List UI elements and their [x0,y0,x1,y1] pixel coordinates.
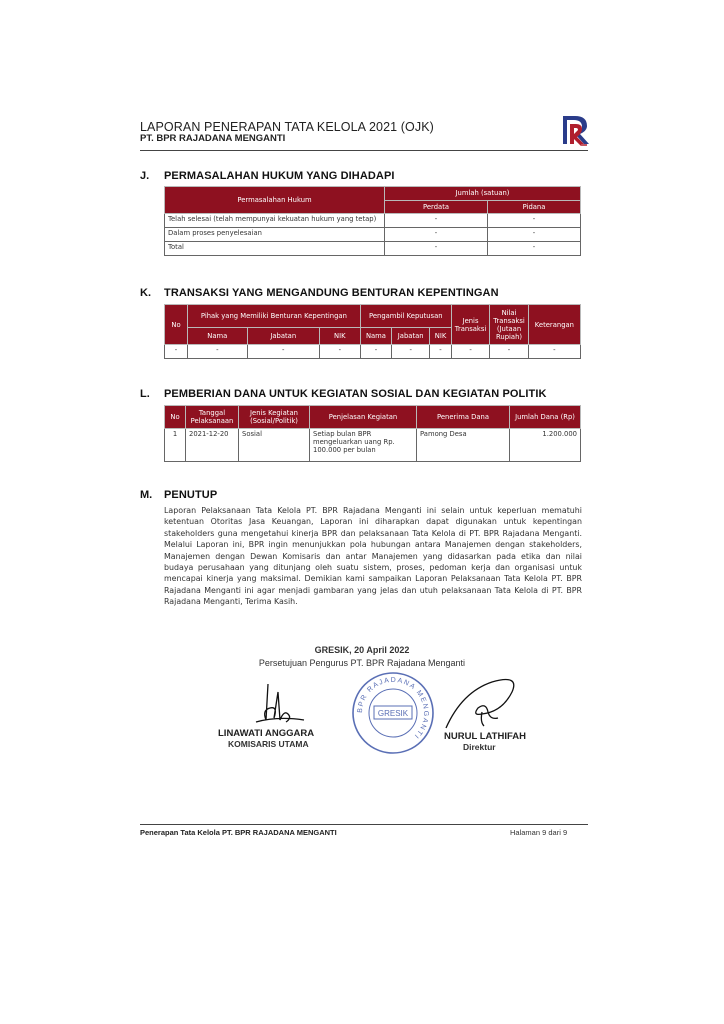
stamp-center-text: GRESIK [377,709,409,718]
signature-right [442,672,532,732]
table-row [165,429,581,462]
col-nama: Nama [360,328,391,345]
col-jabatan: Jabatan [392,328,430,345]
col-tanggal: Tanggal Pelaksanaan [186,406,239,429]
col-nik: NIK [430,328,452,345]
header-divider [140,150,588,151]
table-row [165,228,581,242]
cell: - [319,345,360,359]
row-label: Total [165,242,385,256]
col-group-pengambil: Pengambil Keputusan [360,305,451,328]
row-pidana: - [488,228,581,242]
table-row [165,242,581,256]
col-jabatan: Jabatan [247,328,319,345]
section-m-title: PENUTUP [164,489,218,501]
company-name: PT. BPR RAJADANA MENGANTI [140,133,286,144]
row-perdata: - [385,242,488,256]
col-jenis-transaksi: Jenis Transaksi [451,305,489,345]
col-jenis-kegiatan: Jenis Kegiatan (Sosial/Politik) [239,406,310,429]
section-l-title: PEMBERIAN DANA UNTUK KEGIATAN SOSIAL DAN KEGIATAN POLITIK [164,388,547,400]
section-j-letter: J. [140,170,150,182]
table-row [165,345,581,359]
approval-text: Persetujuan Pengurus PT. BPR Rajadana Menganti [258,658,466,668]
col-penerima: Penerima Dana [417,406,510,429]
cell: - [360,345,391,359]
row-label: Telah selesai (telah mempunyai kekuatan hukum yang tetap) [165,214,385,228]
col-nik: NIK [319,328,360,345]
signer-right-name: NURUL LATHIFAH [444,731,526,742]
cell: - [490,345,529,359]
page-number: Halaman 9 dari 9 [510,828,568,837]
row-pidana: - [488,242,581,256]
signature-left [248,680,308,730]
col-penjelasan: Penjelasan Kegiatan [310,406,417,429]
col-jumlah-dana: Jumlah Dana (Rp) [510,406,581,429]
section-j-title: PERMASALAHAN HUKUM YANG DIHADAPI [164,170,395,182]
closing-paragraph: Laporan Pelaksanaan Tata Kelola PT. BPR Rajadana Menganti ini selain untuk keperluan mematuhi ketentuan Otoritas Jasa Keuangan, Laporan ini diharapkan dapat digunakan untuk kepentingan stakeholders guna mengetahui kinerja BPR dan pelaksanaan Tata Kelola di PT. BPR Rajadana Menganti. Melalui Laporan ini, BPR ingin menunjukkan pola hubungan antara Manajemen dengan stakeholders, Manajemen dengan Dewan Komisaris dan antar Manajemen yang didasarkan pada etika dan nilai budaya perusahaan yang ditunjang oleh suatu sistem, proses, pedoman kerja dan organisasi untuk mencapai kinerja yang maksimal. Demikian kami sampaikan Laporan Pelaksanaan Tata Kelola PT. BPR Rajadana Menganti ini agar menjadi gambaran yang jelas dan utuh pelaksanaan Tata Kelola di PT. BPR Rajadana Menganti, Terima Kasih. [164,506,582,607]
col-nilai-transaksi: Nilai Transaksi (Jutaan Rupiah) [490,305,529,345]
company-stamp [350,670,436,756]
col-perdata: Perdata [385,200,488,214]
section-k-letter: K. [140,287,151,299]
col-keterangan: Keterangan [528,305,580,345]
social-political-funds-table [164,405,581,462]
signer-left-name: LINAWATI ANGGARA [218,728,315,739]
footer-divider [140,824,588,825]
cell-penerima: Pamong Desa [417,429,510,462]
cell-no: 1 [165,429,186,462]
section-l-letter: L. [140,388,150,400]
cell: - [188,345,248,359]
cell: - [528,345,580,359]
cell-jumlah: 1.200.000 [510,429,581,462]
cell: - [392,345,430,359]
signer-left-role: KOMISARIS UTAMA [228,739,309,749]
company-logo [560,114,590,146]
cell: - [451,345,489,359]
signer-right-role: Direktur [463,742,496,752]
footer-title: Penerapan Tata Kelola PT. BPR RAJADANA MENGANTI [140,828,337,837]
cell-tanggal: 2021-12-20 [186,429,239,462]
col-permasalahan: Permasalahan Hukum [165,187,385,214]
col-no: No [165,305,188,345]
conflict-of-interest-table [164,304,581,359]
col-group-pihak: Pihak yang Memiliki Benturan Kepentingan [188,305,361,328]
row-perdata: - [385,214,488,228]
col-nama: Nama [188,328,248,345]
col-jumlah-group: Jumlah (satuan) [385,187,581,201]
cell: - [165,345,188,359]
col-pidana: Pidana [488,200,581,214]
row-pidana: - [488,214,581,228]
row-perdata: - [385,228,488,242]
table-row [165,214,581,228]
stamp-ring-text: BPR RAJADANA MENGANTI [356,676,430,741]
report-title: LAPORAN PENERAPAN TATA KELOLA 2021 (OJK) [140,120,434,134]
col-no: No [165,406,186,429]
legal-issues-table [164,186,581,256]
cell-penjelasan: Setiap bulan BPR mengeluarkan uang Rp. 100.000 per bulan [310,429,417,462]
row-label: Dalam proses penyelesaian [165,228,385,242]
signing-place-date: GRESIK, 20 April 2022 [314,645,410,655]
cell: - [430,345,452,359]
cell-jenis: Sosial [239,429,310,462]
section-m-letter: M. [140,489,153,501]
cell: - [247,345,319,359]
section-k-title: TRANSAKSI YANG MENGANDUNG BENTURAN KEPENTINGAN [164,287,499,299]
